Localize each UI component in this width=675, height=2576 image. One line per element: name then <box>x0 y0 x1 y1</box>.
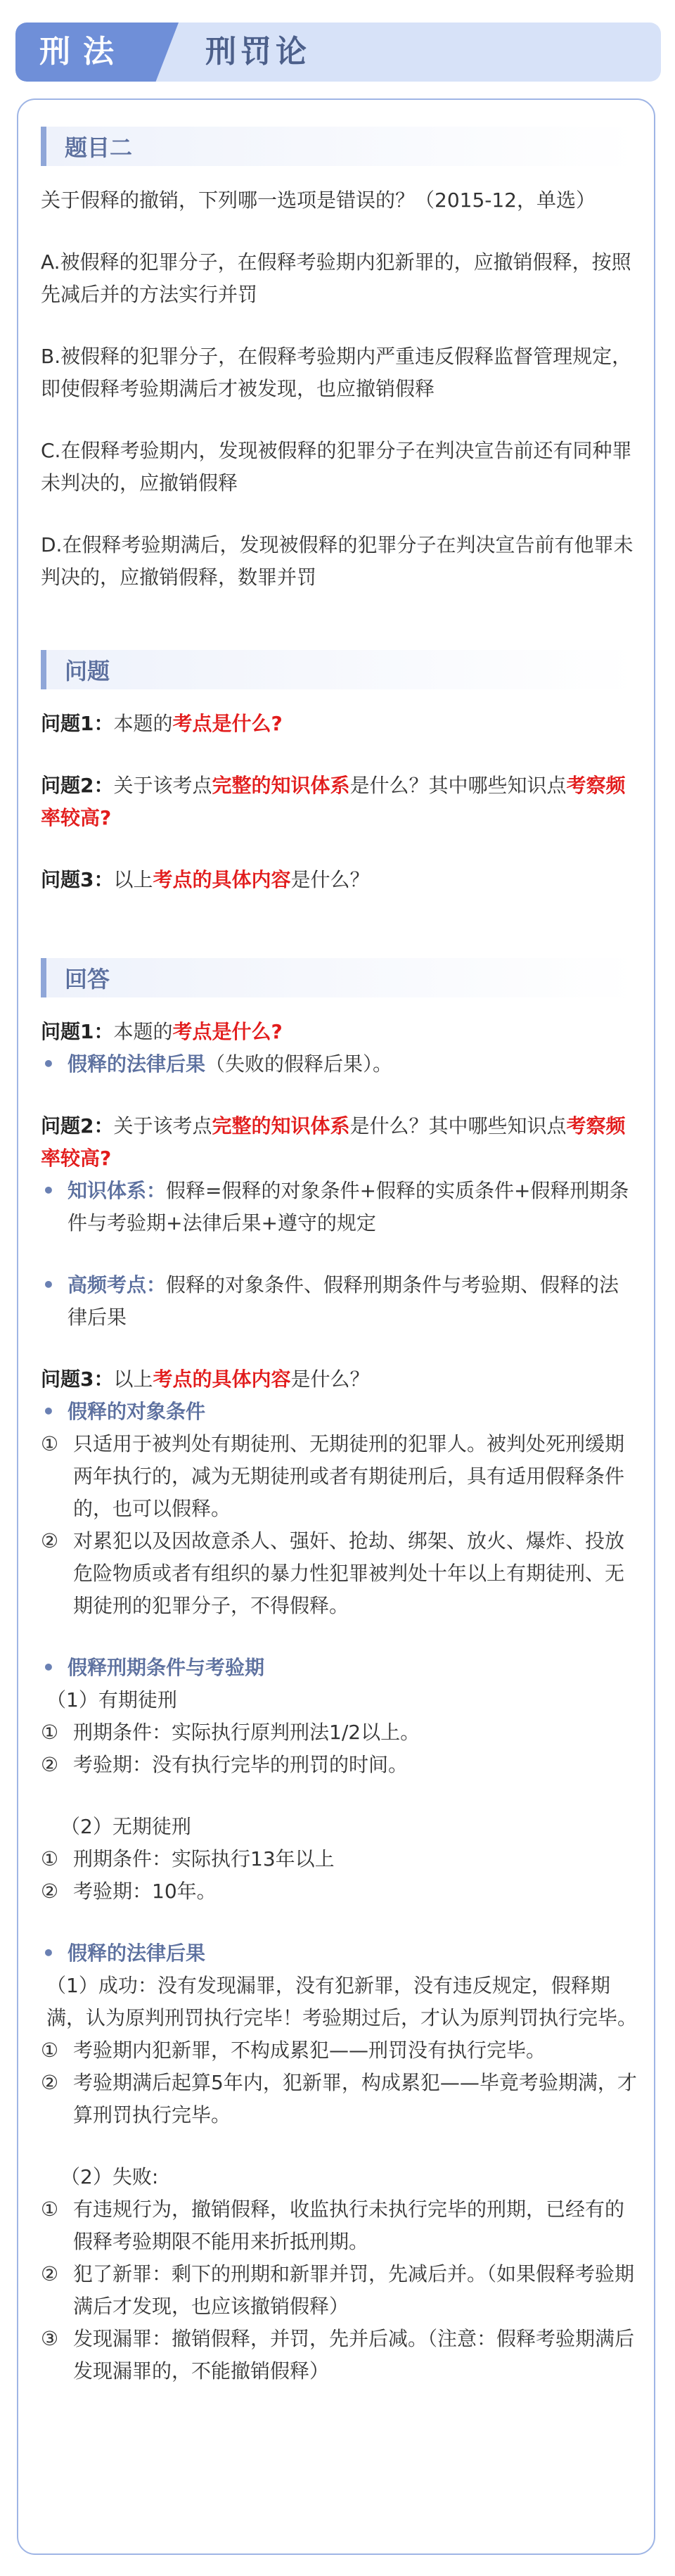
bullet-dot-icon: • <box>42 1273 55 1296</box>
bullet-dot-icon: • <box>42 1656 55 1679</box>
fail-item-3: ③ 发现漏罪：撤销假释，并罚，先并后减。（注意：假释考验期满后发现漏罪的，不能撤销假释） <box>41 2327 635 2383</box>
fixed-term-item-1: ① 刑期条件：实际执行原判刑法1/2以上。 <box>41 1721 420 1744</box>
page-title: 刑罚论 <box>205 34 311 70</box>
answer-q1: 问题1：本题的考点是什么? <box>41 1020 283 1043</box>
life-term-item-2: ② 考验期：10年。 <box>41 1880 217 1903</box>
section-heading-question <box>41 127 637 166</box>
issue-3: 问题3：以上考点的具体内容是什么？ <box>41 868 370 891</box>
answer-q2: 问题2：关于该考点完整的知识体系是什么？其中哪些知识点考察频率较高? <box>41 1114 626 1170</box>
option-c: C.在假释考验期内，发现被假释的犯罪分子在判决宣告前还有同种罪未判决的，应撤销假释 <box>41 439 632 495</box>
fixed-term-head: （1）有期徒刑 <box>46 1688 177 1711</box>
frequent-points: • 高频考点：假释的对象条件、假释刑期条件与考验期、假释的法律后果 <box>41 1269 637 1334</box>
page-header <box>15 23 661 82</box>
success-item-1: ① 考验期内犯新罪，不构成累犯——刑罚没有执行完毕。 <box>41 2039 546 2062</box>
section-title: 问题 <box>65 658 110 684</box>
option-d: D.在假释考验期满后，发现被假释的犯罪分子在判决宣告前有他罪未判决的，应撤销假释，数罪并罚 <box>41 533 634 589</box>
issue-1: 问题1：本题的考点是什么? <box>41 712 283 735</box>
issue-2: 问题2：关于该考点完整的知识体系是什么？其中哪些知识点考察频率较高? <box>41 774 626 829</box>
life-term-item-1: ① 刑期条件：实际执行13年以上 <box>41 1847 335 1870</box>
success-item-2: ② 考验期满后起算5年内，犯新罪，构成累犯——毕竟考验期满，才算刑罚执行完毕。 <box>41 2071 637 2127</box>
fail-item-1: ① 有违规行为，撤销假释，收监执行未执行完毕的刑期，已经有的假释考验期限不能用来折抵刑期。 <box>41 2198 625 2253</box>
consequence-title: • 假释的法律后果 <box>41 1937 637 1970</box>
section-heading-answer <box>41 958 637 997</box>
option-b: B.被假释的犯罪分子，在假释考验期内严重违反假释监督管理规定，即使假释考验期满后才被发现，也应撤销假释 <box>41 345 632 400</box>
question-stem: 关于假释的撤销，下列哪一选项是错误的？（2015-12，单选） <box>41 189 596 212</box>
object-conditions-title: • 假释的对象条件 <box>41 1396 637 1428</box>
issues-section <box>41 650 637 896</box>
knowledge-system: • 知识体系：假释=假释的对象条件+假释的实质条件+假释刑期条件与考验期+法律后果+遵守的规定 <box>41 1175 637 1239</box>
heading-accent-bar <box>41 958 46 997</box>
bullet-dot-icon: • <box>42 1941 55 1965</box>
answer-1: • 假释的法律后果（失败的假释后果）。 <box>41 1048 637 1080</box>
success-text: （1）成功：没有发现漏罪，没有犯新罪，没有违反规定，假释期满，认为原判刑罚执行完毕！考验期过后，才认为原判罚执行完毕。 <box>46 1974 638 2029</box>
question-section <box>41 127 637 594</box>
fail-head: （2）失败: <box>60 2165 159 2188</box>
fixed-term-item-2: ② 考验期：没有执行完毕的刑罚的时间。 <box>41 1753 409 1776</box>
bullet-dot-icon: • <box>42 1179 55 1202</box>
section-title: 题目二 <box>65 134 133 161</box>
life-term-head: （2）无期徒刑 <box>60 1815 191 1838</box>
content-card <box>17 98 655 2555</box>
option-a: A.被假释的犯罪分子，在假释考验期内犯新罪的，应撤销假释，按照先减后并的方法实行并罚 <box>41 250 631 306</box>
term-conditions-title: • 假释刑期条件与考验期 <box>41 1652 637 1684</box>
card-content <box>41 127 637 2387</box>
heading-accent-bar <box>41 127 46 166</box>
answer-section <box>41 958 637 2387</box>
bullet-dot-icon: • <box>42 1052 55 1076</box>
section-title: 回答 <box>65 966 110 993</box>
bullet-dot-icon: • <box>42 1400 55 1423</box>
heading-accent-bar <box>41 650 46 689</box>
answer-q3: 问题3：以上考点的具体内容是什么？ <box>41 1367 370 1391</box>
object-item-2: ② 对累犯以及因故意杀人、强奸、抢劫、绑架、放火、爆炸、投放危险物质或者有组织的暴力性犯罪被判处十年以上有期徒刑、无期徒刑的犯罪分子，不得假释。 <box>41 1529 625 1617</box>
fail-item-2: ② 犯了新罪：剩下的刑期和新罪并罚，先减后并。（如果假释考验期满后才发现，也应该撤销假释） <box>41 2262 635 2318</box>
subject-tag-label: 刑法 <box>39 34 127 70</box>
section-heading-issues <box>41 650 637 689</box>
object-item-1: ① 只适用于被判处有期徒刑、无期徒刑的犯罪人。被判处死刑缓期两年执行的，减为无期徒刑或者有期徒刑后，具有适用假释条件的，也可以假释。 <box>41 1432 625 1520</box>
